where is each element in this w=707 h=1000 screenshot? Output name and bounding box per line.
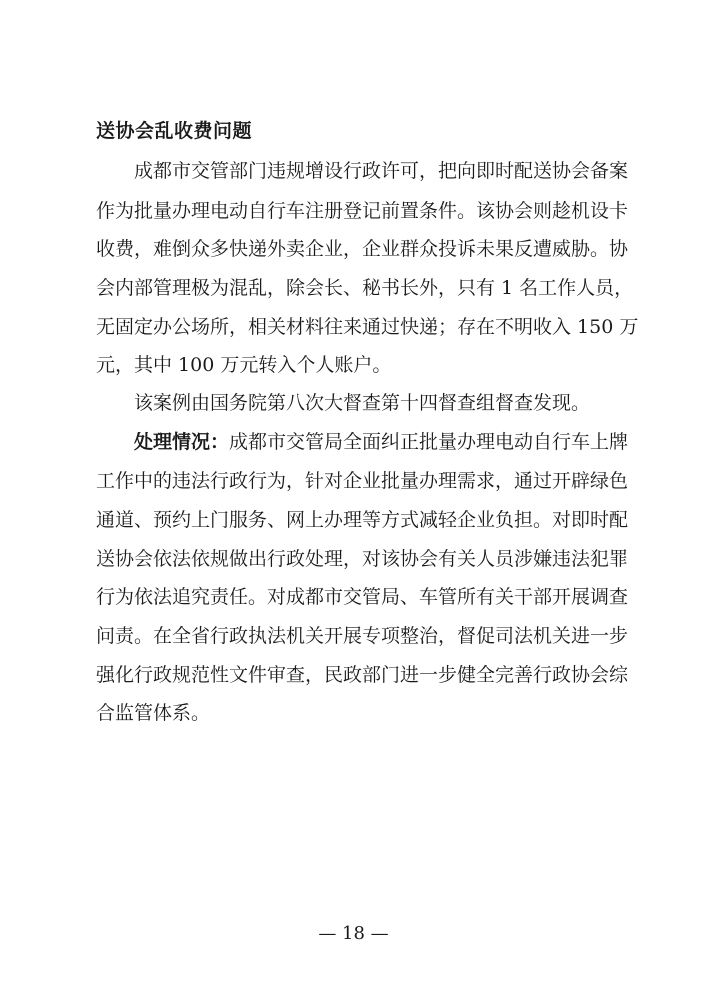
paragraph-3-line: 问责。在全省行政执法机关开展专项整治，督促司法机关进一步: [96, 625, 629, 647]
paragraph-1-line: 成都市交管部门违规增设行政许可，把向即时配送协会备案: [134, 160, 629, 182]
handling-label: 处理情况：: [134, 431, 230, 453]
page-number: — 18 —: [318, 923, 389, 944]
paragraph-1-line: 作为批量办理电动自行车注册登记前置条件。该协会则趁机设卡: [96, 200, 629, 222]
paragraph-1-line: 会内部管理极为混乱，除会长、秘书长外，只有 1 名工作人员，: [96, 277, 634, 299]
paragraph-1-line: 无固定办公场所，相关材料往来通过快递；存在不明收入 150 万: [96, 316, 639, 338]
paragraph-1-line: 元，其中 100 万元转入个人账户。: [96, 354, 392, 376]
paragraph-3-line: 强化行政规范性文件审查，民政部门进一步健全完善行政协会综: [96, 664, 629, 686]
paragraph-3-line: 行为依法追究责任。对成都市交管局、车管所有关干部开展调查: [96, 586, 629, 608]
paragraph-3-first-line-text: 成都市交管局全面纠正批量办理电动自行车上牌: [229, 431, 629, 453]
paragraph-1-line: 收费，难倒众多快递外卖企业，企业群众投诉未果反遭威胁。协: [96, 238, 629, 260]
paragraph-3-line: 工作中的违法行政行为，针对企业批量办理需求，通过开辟绿色: [96, 470, 629, 492]
paragraph-2-line: 该案例由国务院第八次大督查第十四督查组督查发现。: [134, 392, 591, 414]
paragraph-3-first-line: [134, 430, 628, 454]
paragraph-3-line: 合监管体系。: [96, 702, 211, 724]
section-heading: 送协会乱收费问题: [96, 120, 253, 142]
paragraph-3-line: 送协会依法依规做出行政处理，对该协会有关人员涉嫌违法犯罪: [96, 548, 629, 570]
paragraph-3-line: 通道、预约上门服务、网上办理等方式减轻企业负担。对即时配: [96, 509, 629, 531]
